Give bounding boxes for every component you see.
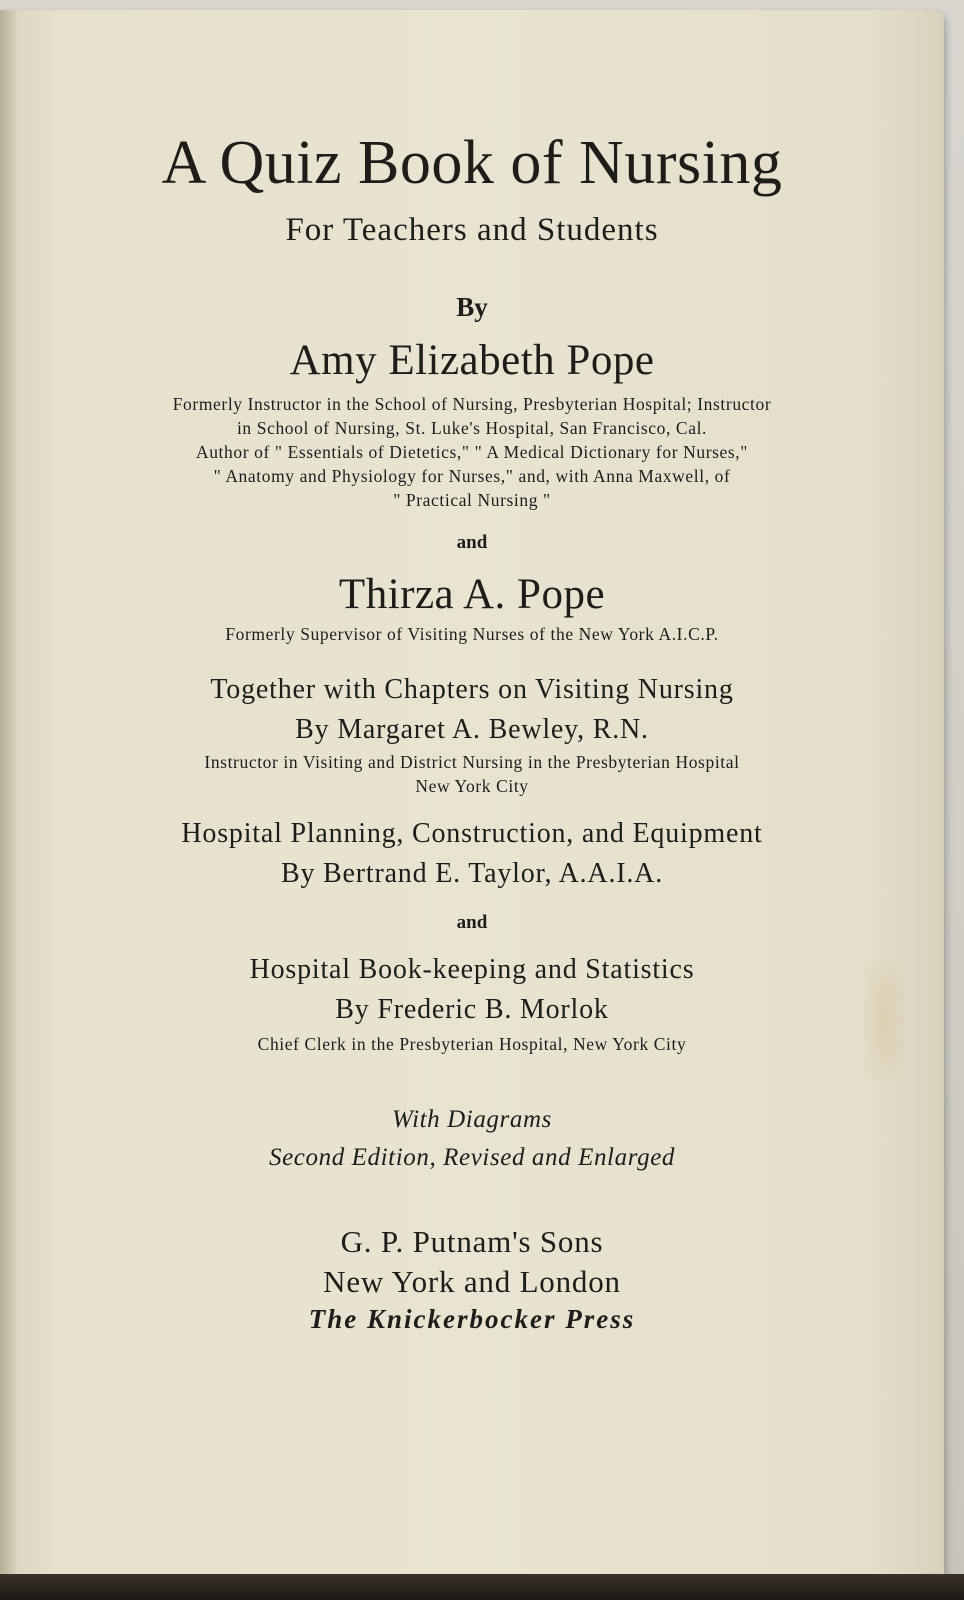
bookkeeping-byline: By Frederic B. Morlok (335, 994, 609, 1025)
publisher-press: The Knickerbocker Press (308, 1304, 636, 1334)
visiting-nursing-credential-1: Instructor in Visiting and District Nursing in the Presbyterian Hospital (204, 752, 740, 772)
visiting-nursing-heading: Together with Chapters on Visiting Nursing (210, 674, 734, 705)
hospital-planning-byline: By Bertrand E. Taylor, A.A.I.A. (280, 858, 664, 889)
publisher-location: New York and London (323, 1264, 621, 1299)
book-bottom-edge (0, 1574, 964, 1600)
second-author-credential: Formerly Supervisor of Visiting Nurses of the New York A.I.C.P. (225, 624, 719, 644)
and-separator-1: and (456, 532, 488, 553)
book-subtitle: For Teachers and Students (285, 212, 659, 248)
primary-author-credential-2: in School of Nursing, St. Luke's Hospital, San Francisco, Cal. (236, 418, 708, 438)
primary-author-credential-3: Author of " Essentials of Dietetics," " A Medical Dictionary for Nurses," (195, 442, 749, 462)
visiting-nursing-credential-2: New York City (415, 776, 529, 796)
visiting-nursing-byline: By Margaret A. Bewley, R.N. (295, 714, 649, 745)
title-page (0, 10, 944, 1582)
second-author-name: Thirza A. Pope (338, 571, 606, 618)
primary-author-credential-4: " Anatomy and Physiology for Nurses," and, with Anna Maxwell, of (213, 466, 731, 486)
bookkeeping-credential: Chief Clerk in the Presbyterian Hospital, New York City (257, 1034, 687, 1054)
edition-statement: Second Edition, Revised and Enlarged (269, 1144, 675, 1171)
primary-author-name: Amy Elizabeth Pope (289, 337, 655, 384)
edition-diagrams: With Diagrams (392, 1106, 552, 1133)
by-label: By (456, 292, 488, 322)
hospital-planning-heading: Hospital Planning, Construction, and Equipment (181, 818, 763, 849)
book-title: A Quiz Book of Nursing (161, 129, 783, 197)
publisher-name: G. P. Putnam's Sons (340, 1224, 604, 1259)
primary-author-credential-1: Formerly Instructor in the School of Nursing, Presbyterian Hospital; Instructor (172, 394, 772, 414)
primary-author-credential-5: " Practical Nursing " (393, 490, 551, 510)
bookkeeping-heading: Hospital Book-keeping and Statistics (249, 954, 695, 985)
and-separator-2: and (456, 912, 488, 933)
